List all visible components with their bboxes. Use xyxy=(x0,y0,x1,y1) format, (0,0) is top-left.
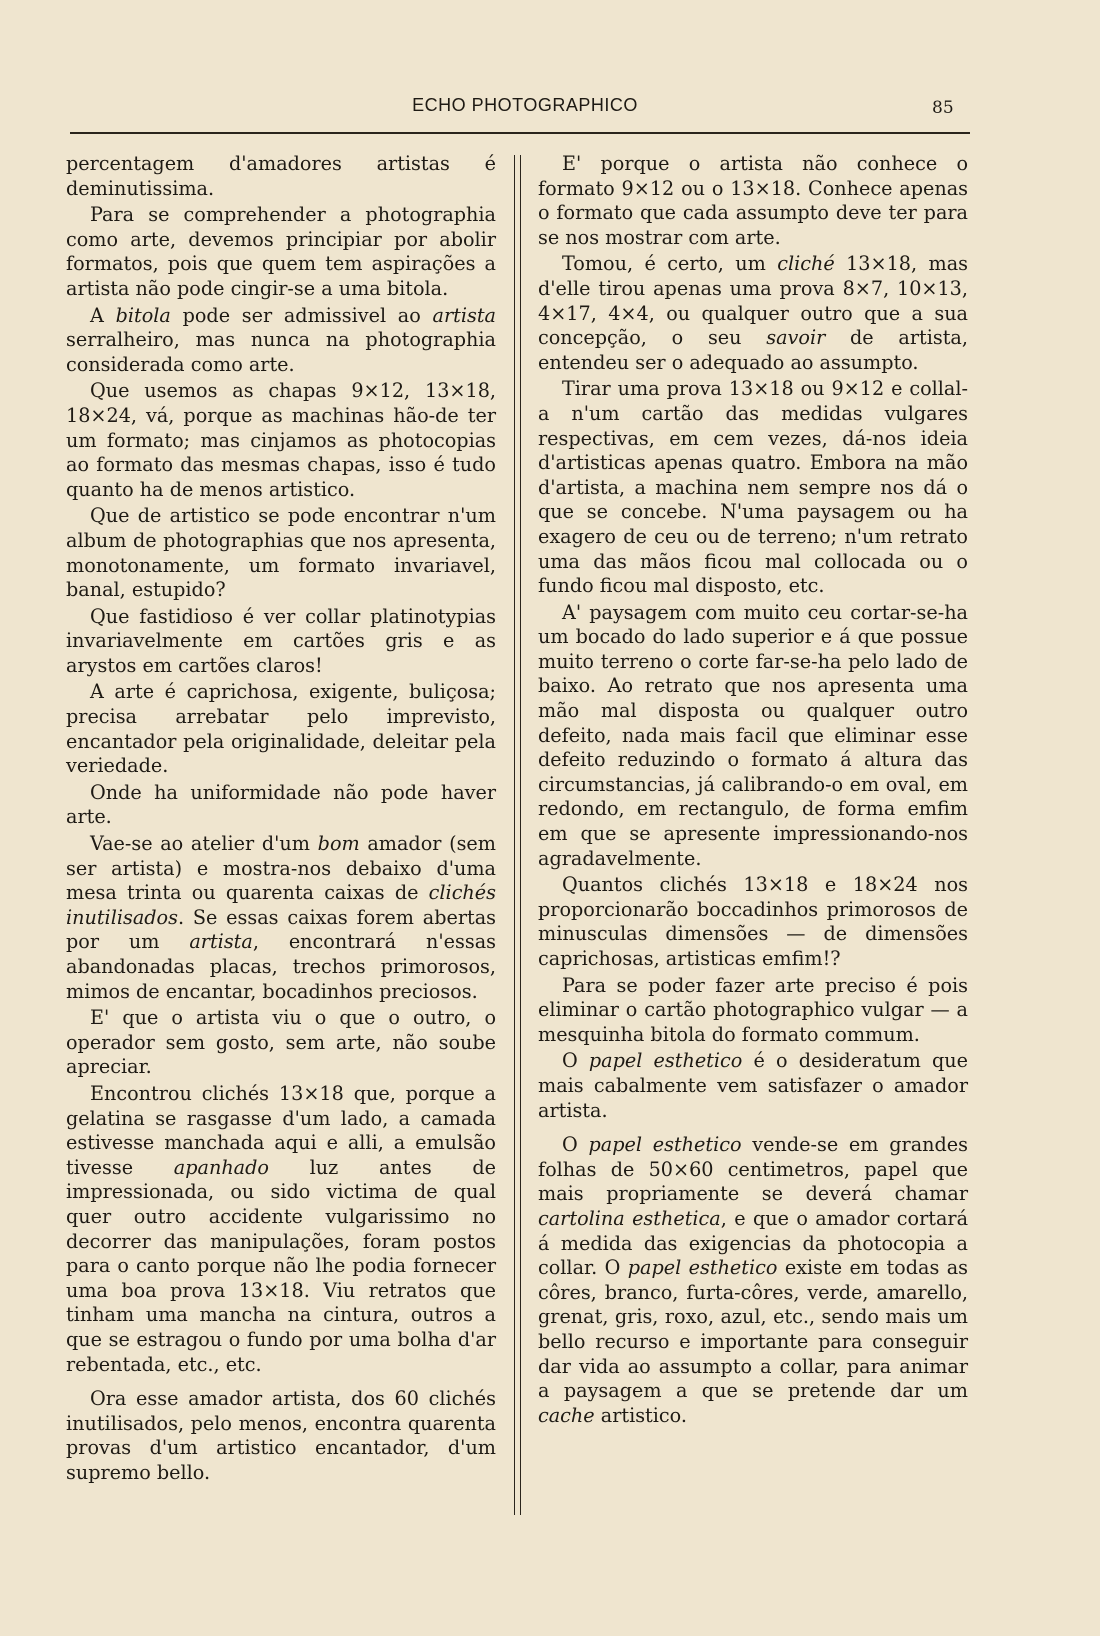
paragraph: Onde ha uniformidade não pode haver arte. xyxy=(66,780,496,829)
page-number: 85 xyxy=(932,98,954,118)
paragraph: Que fastidioso é ver collar platinotypias invariavelmente em cartões gris e as arystos em cartões claros! xyxy=(66,604,496,677)
paragraph: Tirar uma prova 13×18 ou 9×12 e collal-a n'um cartão das medidas vulgares respectivas, em cem vezes, dá-nos ideia d'artisticas apenas quatro. Embora na mão d'artista, a machina nem sempre nos dá o que se concebe. N'uma paysagem ou ha exagero de ceu ou de terreno; n'um retrato uma das mãos ficou mal collocada ou o fundo ficou mal disposto, etc. xyxy=(538,377,968,598)
paragraph: A arte é caprichosa, exigente, buliçosa; precisa arrebatar pelo imprevisto, encantador pela originalidade, deleitar pela veriedade. xyxy=(66,680,496,778)
paragraph: Para se comprehender a photographia como arte, devemos principiar por abolir formatos, pois que quem tem aspirações a artista não pode cingir-se a uma bitola. xyxy=(66,203,496,300)
paragraph: Para se poder fazer arte preciso é pois eliminar o cartão photographico vulgar — a mesquinha bitola do formato commum. xyxy=(538,973,968,1046)
paragraph: Vae-se ao atelier d'um bom amador (sem ser artista) e mostra-nos debaixo d'uma mesa trinta ou quarenta caixas de clichés inutilisados. Se essas caixas forem abertas por um artista, encontrará n'essas abandonadas placas, trechos primorosos, mimos de encantar, bocadinhos preciosos. xyxy=(66,832,496,1003)
header-rule xyxy=(70,132,970,134)
paragraph: O papel esthetico vende-se em grandes folhas de 50×60 centimetros, papel que mais propriamente se deverá chamar cartolina esthetica, e que o amador cortará á medida das exigencias da photocopia a collar. O papel esthetico existe em todas as côres, branco, furta-côres, verde, amarello, grenat, gris, roxo, azul, etc., sendo mais um bello recurso e importante para conseguir dar vida ao assumpto a collar, para animar a paysagem a que se pretende dar um cache artistico. xyxy=(538,1133,969,1427)
paragraph: E' que o artista viu o que o outro, o operador sem gosto, sem arte, não soube apreciar. xyxy=(66,1006,496,1079)
paragraph: O papel esthetico é o desideratum que mais cabalmente vem satisfazer o amador artista. xyxy=(538,1049,968,1122)
paragraph: A bitola pode ser admissivel ao artista serralheiro, mas nunca na photographia considerada como arte. xyxy=(66,303,496,376)
paragraph: Encontrou clichés 13×18 que, porque a gelatina se rasgasse d'um lado, a camada estivesse manchada aqui e alli, a emulsão tivesse apanhado luz antes de impressionada, ou sido victima de qual quer outro accidente vulgarissimo no decorrer das manipulações, foram postos para o canto porque não lhe podia fornecer uma boa prova 13×18. Viu retratos que tinham uma mancha na cintura, outros a que se estragou o fundo por uma bolha d'ar rebentada, etc., etc. xyxy=(66,1081,496,1376)
right-column xyxy=(538,152,968,1430)
paragraph: Que usemos as chapas 9×12, 13×18, 18×24, vá, porque as machinas hão-de ter um formato; mas cinjamos as photocopias ao formato das mesmas chapas, isso é tudo quanto ha de menos artistico. xyxy=(66,379,496,501)
column-divider xyxy=(514,155,521,1515)
paragraph: Ora esse amador artista, dos 60 clichés inutilisados, pelo menos, encontra quarenta provas d'um artistico encantador, d'um supremo bello. xyxy=(66,1387,496,1484)
paragraph: Quantos clichés 13×18 e 18×24 nos proporcionarão boccadinhos primorosos de minusculas dimensões — de dimensões caprichosas, artisticas emfim!? xyxy=(538,873,968,970)
paragraph: E' porque o artista não conhece o formato 9×12 ou o 13×18. Conhece apenas o formato que cada assumpto deve ter para se nos mostrar com arte. xyxy=(538,152,968,249)
paragraph: A' paysagem com muito ceu cortar-se-ha um bocado do lado superior e á que possue muito terreno o corte far-se-ha pelo lado de baixo. Ao retrato que nos apresenta uma mão mal disposta ou qualquer outro defeito, nada mais facil que eliminar esse defeito reduzindo o formato á altura das circumstancias, já calibrando-o em oval, em redondo, em rectangulo, de forma emfim em que se apresente impressionando-nos agradavelmente. xyxy=(538,600,968,870)
running-header: ECHO PHOTOGRAPHICO xyxy=(412,95,638,115)
paragraph: Que de artistico se pode encontrar n'um album de photographias que nos apresenta, monotonamente, um formato invariavel, banal, estupido? xyxy=(66,504,496,602)
left-column xyxy=(66,152,496,1487)
paragraph: Tomou, é certo, um cliché 13×18, mas d'elle tirou apenas uma prova 8×7, 10×13, 4×17, 4×4, ou qualquer outro que a sua concepção, o seu savoir de artista, entendeu ser o adequado ao assumpto. xyxy=(538,252,968,374)
paragraph: percentagem d'amadores artistas é deminutissima. xyxy=(66,152,496,200)
